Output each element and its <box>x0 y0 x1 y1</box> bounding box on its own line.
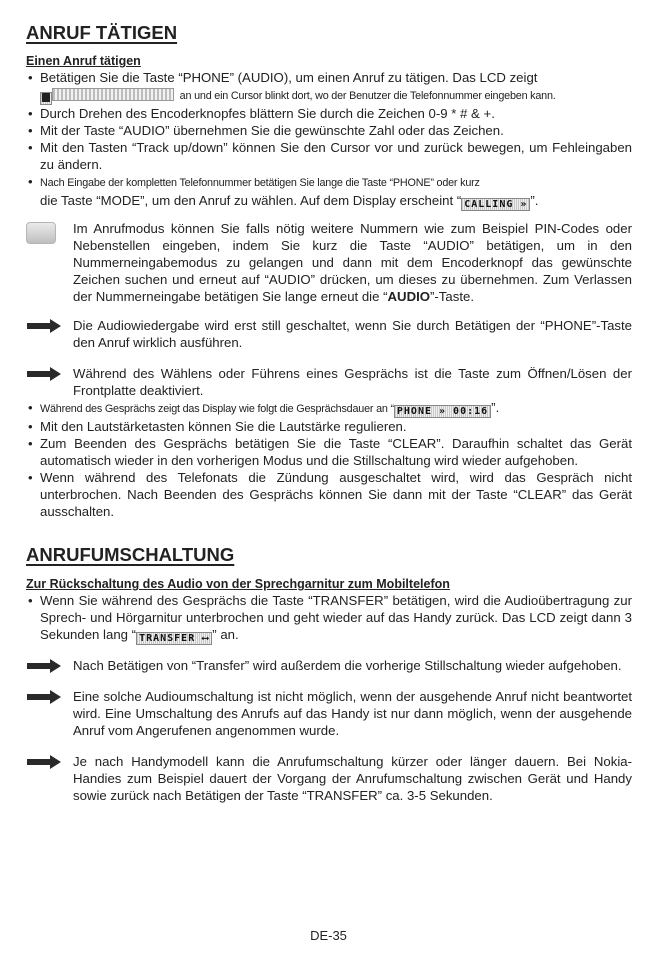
list-item: • Durch Drehen des Encoderknopfes blättern Sie durch die Zeichen 0-9 * # & +. <box>26 105 632 122</box>
list-item: • Wenn Sie während des Gesprächs die Taste “TRANSFER” betätigen, wird die Audioübertragung zur Sprech- und Hörgarnitur unterbrochen und geht wieder auf das Handy zurück. Das LCD zeigt dann 3 Sekunden lang “ TRANSFER ⟷ ” an. <box>26 592 632 645</box>
arrow-icon <box>26 659 62 673</box>
arrow-icon <box>26 755 62 769</box>
page-number: DE-35 <box>310 928 347 943</box>
section-title-anruf-taetigen: ANRUF TÄTIGEN <box>26 22 178 43</box>
list-item: • Nach Eingabe der kompletten Telefonnummer betätigen Sie lange die Taste “PHONE” oder kurz die Taste “MODE”, um den Anruf zu wählen. Auf dem Display erscheint “ CALLING » ”. <box>26 173 632 211</box>
arrow-icon <box>26 319 62 333</box>
lcd-phone-duration-display: PHONE » 00:16 <box>394 405 491 418</box>
arrow-icon <box>26 367 62 381</box>
info-note: Im Anrufmodus können Sie falls nötig weitere Nummern wie zum Beispiel PIN-Codes oder Nebenstellen eingeben, indem Sie kurz die Taste “AUDIO” betätigen, um in den Nummerneingabemodus zu gelangen und dann mit dem Encoderknopf das gewünschte Zeichen suchen und erneut auf “AUDIO” drücken, um dieses zu übernehmen. Zum Verlassen der Nummerneingabe betätigen Sie lange erneut die “AUDIO”-Taste. <box>26 220 632 305</box>
lcd-transfer-display: TRANSFER ⟷ <box>136 632 212 645</box>
arrow-note: Eine solche Audioumschaltung ist nicht möglich, wenn der ausgehende Anruf nicht beantwortet wird. Eine Umschaltung des Anrufs auf das Handy ist nur dann möglich, wenn der ausgehende Anruf vom Angerufenen angenommen wurde. <box>26 688 632 739</box>
list-item: • Mit der Taste “AUDIO” übernehmen Sie die gewünschte Zahl oder das Zeichen. <box>26 122 632 139</box>
subsection-title-einen-anruf: Einen Anruf tätigen <box>26 54 141 68</box>
manual-page <box>26 22 632 804</box>
arrow-note: Während des Wählens oder Führens eines Gesprächs ist die Taste zum Öffnen/Lösen der Frontplatte deaktiviert. <box>26 365 632 399</box>
list-item: • Mit den Tasten “Track up/down” können Sie den Cursor vor und zurück bewegen, um Fehleingaben zu ändern. <box>26 139 632 173</box>
list-item: • Während des Gesprächs zeigt das Display wie folgt die Gesprächsdauer an “ PHONE » 00:16 ”. <box>26 399 632 418</box>
instruction-list-3 <box>26 592 632 645</box>
arrow-note: Je nach Handymodell kann die Anrufumschaltung kürzer oder länger dauern. Bei Nokia-Handies zum Beispiel dauert der Vorgang der Anrufumschaltung zwischen Gerät und Handy sowie zurück nach Betätigen der Taste “TRANSFER” ca. 3-5 Sekunden. <box>26 753 632 804</box>
lcd-calling-display: CALLING » <box>461 198 530 211</box>
list-item: • Mit den Lautstärketasten können Sie die Lautstärke regulieren. <box>26 418 632 435</box>
instruction-list-2 <box>26 399 632 520</box>
arrow-note: Nach Betätigen von “Transfer” wird außerdem die vorherige Stillschaltung wieder aufgehoben. <box>26 657 632 674</box>
list-item: • Wenn während des Telefonats die Zündung ausgeschaltet wird, wird das Gespräch nicht unterbrochen. Nach Beenden des Gesprächs können Sie dann mit der Taste “CLEAR” das Gerät ausschalten. <box>26 469 632 520</box>
instruction-list-1 <box>26 69 632 211</box>
arrow-icon <box>26 690 62 704</box>
subsection-title-rueckschaltung: Zur Rückschaltung des Audio von der Sprechgarnitur zum Mobiltelefon <box>26 577 450 591</box>
list-item: • Zum Beenden des Gesprächs betätigen Sie die Taste “CLEAR”. Daraufhin schaltet das Gerät automatisch wieder in den vorherigen Modus und die Stillschaltung wird wieder aufgehoben. <box>26 435 632 469</box>
info-icon <box>26 222 56 244</box>
lcd-entry-display <box>40 87 176 102</box>
list-item: • Betätigen Sie die Taste “PHONE” (AUDIO), um einen Anruf zu tätigen. Das LCD zeigt an und ein Cursor blinkt dort, wo der Benutzer die Telefonnummer eingeben kann. <box>26 69 632 105</box>
section-title-anrufumschaltung: ANRUFUMSCHALTUNG <box>26 544 235 565</box>
arrow-note: Die Audiowiedergabe wird erst still geschaltet, wenn Sie durch Betätigen der “PHONE”-Taste den Anruf wirklich ausführen. <box>26 317 632 351</box>
